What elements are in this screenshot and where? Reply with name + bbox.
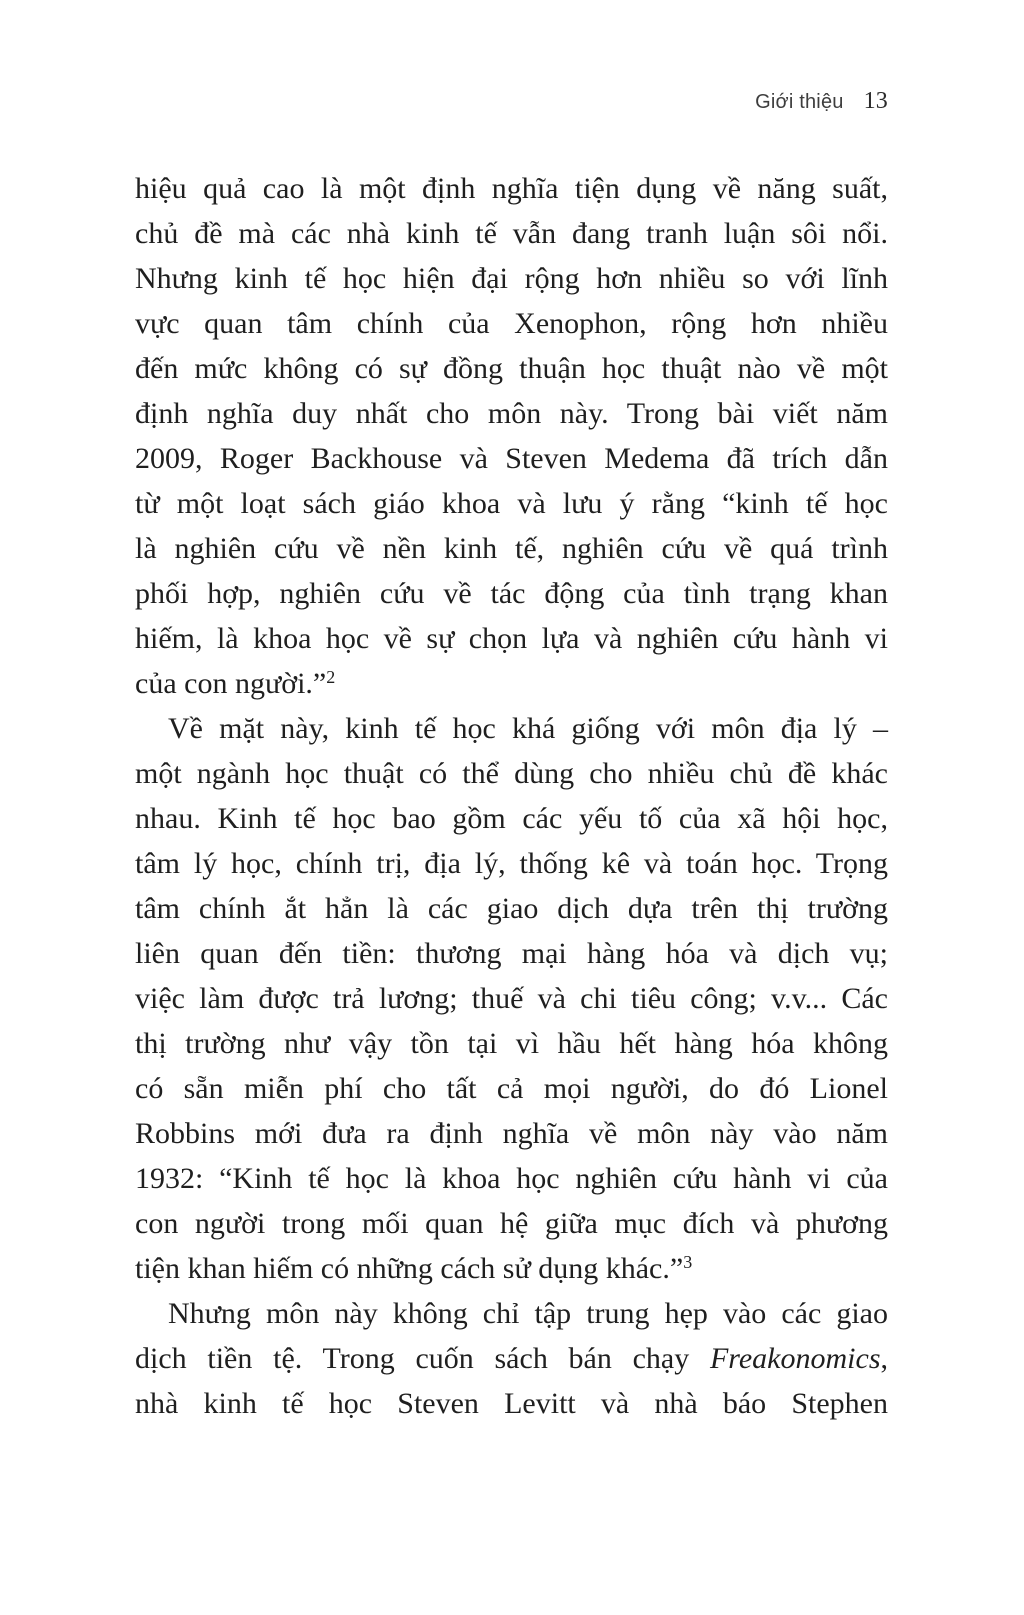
section-title: Giới thiệu [755, 91, 844, 113]
text-line: Robbins mới đưa ra định nghĩa về môn này vào năm [135, 1117, 888, 1150]
text-segment: , [880, 1342, 888, 1375]
text-line: định nghĩa duy nhất cho môn này. Trong bài viết năm [135, 397, 888, 430]
text-line: Nhưng kinh tế học hiện đại rộng hơn nhiều so với lĩnh [135, 262, 888, 295]
footnote-ref-3: 3 [683, 1252, 693, 1273]
text-line: đến mức không có sự đồng thuận học thuật nào về một [135, 352, 888, 385]
text-line: tâm chính ắt hẳn là các giao dịch dựa trên thị trường [135, 892, 888, 925]
text-line: hiệu quả cao là một định nghĩa tiện dụng về năng suất, [135, 172, 888, 205]
paragraph [135, 1291, 888, 1426]
text-line: từ một loạt sách giáo khoa và lưu ý rằng “kinh tế học [135, 487, 888, 520]
text-line: phối hợp, nghiên cứu về tác động của tình trạng khan [135, 577, 888, 610]
page-number: 13 [863, 88, 888, 114]
paragraph-closing-text: của con người.” [135, 667, 327, 700]
text-line: thị trường như vậy tồn tại vì hầu hết hàng hóa không [135, 1027, 888, 1060]
text-line: liên quan đến tiền: thương mại hàng hóa và dịch vụ; [135, 937, 888, 970]
paragraph [135, 166, 888, 706]
paragraph [135, 706, 888, 1291]
text-line: có sẵn miễn phí cho tất cả mọi người, do đó Lionel [135, 1072, 888, 1105]
footnote-ref-2: 2 [326, 667, 336, 688]
text-line: vực quan tâm chính của Xenophon, rộng hơn nhiều [135, 307, 888, 340]
paragraph-closing-text: tiện khan hiếm có những cách sử dụng khác.” [135, 1252, 684, 1285]
text-line: hiếm, là khoa học về sự chọn lựa và nghiên cứu hành vi [135, 622, 888, 655]
text-line: Nhưng môn này không chỉ tập trung hẹp vào các giao [168, 1297, 888, 1330]
text-line: chủ đề mà các nhà kinh tế vẫn đang tranh luận sôi nổi. [135, 217, 888, 250]
text-line [135, 1246, 888, 1291]
text-line: việc làm được trả lương; thuế và chi tiêu công; v.v... Các [135, 982, 888, 1015]
text-line: là nghiên cứu về nền kinh tế, nghiên cứu về quá trình [135, 532, 888, 565]
text-segment: dịch tiền tệ. Trong cuốn sách bán chạy [135, 1342, 710, 1375]
body-text [135, 166, 888, 1426]
text-line: tâm lý học, chính trị, địa lý, thống kê và toán học. Trọng [135, 847, 888, 880]
text-line [135, 1336, 888, 1381]
text-line: nhau. Kinh tế học bao gồm các yếu tố của xã hội học, [135, 802, 888, 835]
book-title-italic: Freakonomics [709, 1342, 881, 1375]
text-line [135, 661, 888, 706]
running-header [135, 88, 888, 115]
text-line: một ngành học thuật có thể dùng cho nhiều chủ đề khác [135, 757, 888, 790]
text-line: con người trong mối quan hệ giữa mục đích và phương [135, 1207, 888, 1240]
text-line: 1932: “Kinh tế học là khoa học nghiên cứu hành vi của [135, 1162, 888, 1195]
text-line: 2009, Roger Backhouse và Steven Medema đã trích dẫn [135, 442, 888, 475]
text-line: Về mặt này, kinh tế học khá giống với môn địa lý – [168, 712, 888, 745]
text-line: nhà kinh tế học Steven Levitt và nhà báo Stephen [135, 1387, 888, 1420]
